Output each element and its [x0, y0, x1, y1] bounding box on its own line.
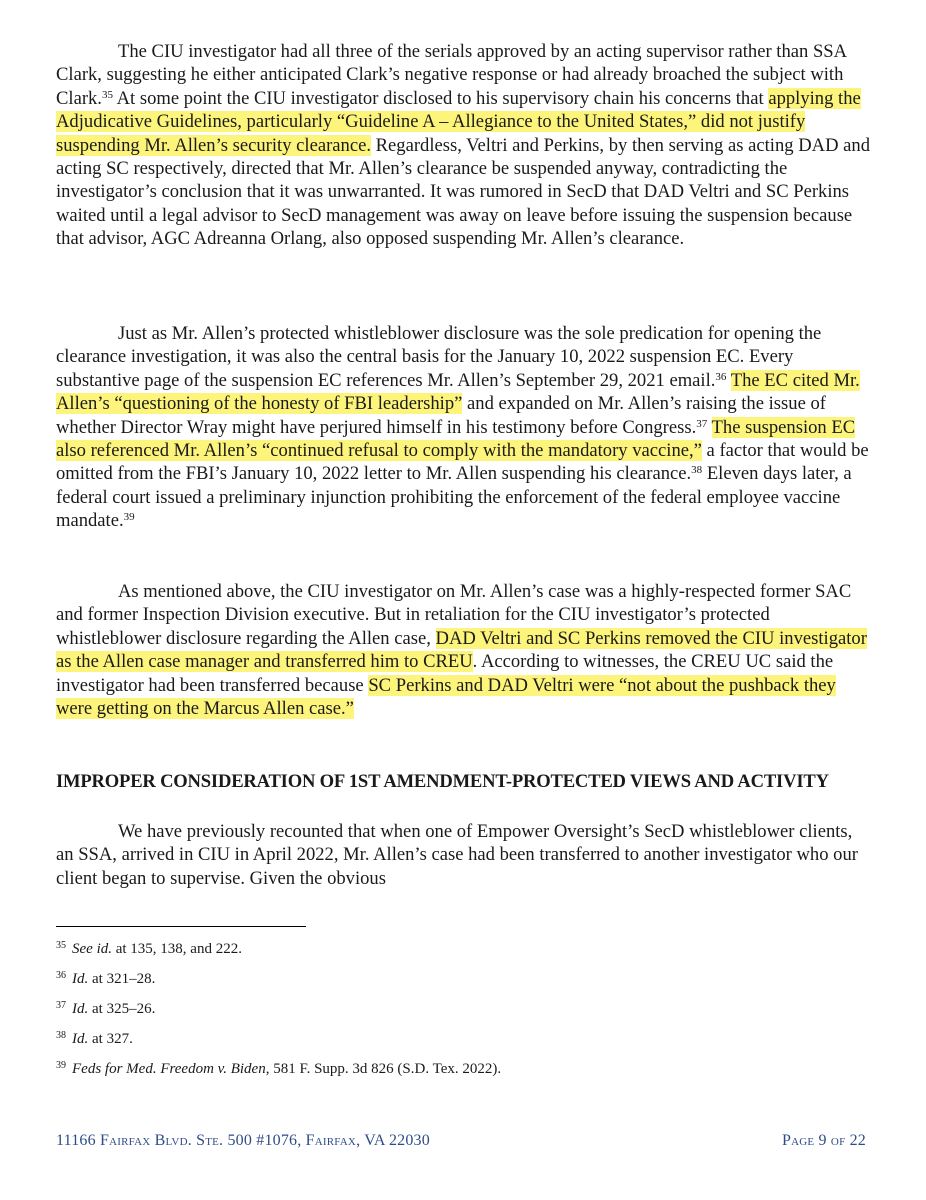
- footnote-37: [56, 996, 155, 1019]
- footnote-ref-37: 37: [696, 417, 708, 430]
- body-paragraph-1: [56, 40, 874, 251]
- footnote-text: at 321–28.: [88, 971, 156, 987]
- paragraph-text: Regardless, Veltri and Perkins, by then serving as acting DAD and acting SC respectively, directed that Mr. Allen’s clearance be suspended anyway, contradicting the investigator’s conclusion that it was unwarranted. It was rumored in SecD that DAD Veltri and SC Perkins waited until a legal advisor to SecD management was away on leave before issuing the suspension because that advisor, AGC Adreanna Orlang, also opposed suspending Mr. Allen’s clearance.: [56, 134, 870, 250]
- footnote-38: [56, 1026, 133, 1049]
- footnote-ref-36: 36: [715, 370, 727, 383]
- footer-address: 11166 Fairfax Blvd. Ste. 500 #1076, Fairfax, VA 22030: [56, 1132, 430, 1149]
- paragraph-text: a factor that would be omitted from the FBI’s January 10, 2022 letter to Mr. Allen suspending his clearance.: [56, 440, 869, 485]
- paragraph-text: Eleven days later, a federal court issued a preliminary injunction prohibiting the enforcement of the federal employee vaccine mandate.: [56, 463, 852, 532]
- paragraph-text: The CIU investigator had all three of the serials approved by an acting supervisor rather than SSA Clark, suggesting he either anticipated Clark’s negative response or had already broached the subject with Clark.: [56, 41, 847, 109]
- footnote-citation: Id.: [72, 971, 89, 987]
- paragraph-text: and expanded on Mr. Allen’s raising the issue of whether Director Wray might have perjured himself in his testimony before Congress.: [56, 393, 826, 438]
- footnote-number: 36: [56, 970, 66, 981]
- body-paragraph-2: [56, 322, 874, 533]
- footnote-ref-39: 39: [123, 511, 135, 524]
- footnote-citation: Id.: [72, 1031, 89, 1047]
- highlighted-text: DAD Veltri and SC Perkins removed the CIU investigator as the Allen case manager and transferred him to CREU: [56, 627, 867, 673]
- footnote-ref-38: 38: [691, 464, 703, 477]
- footnote-citation: Id.: [72, 1001, 89, 1017]
- paragraph-text: Just as Mr. Allen’s protected whistleblower disclosure was the sole predication for opening the clearance investigation, it was also the central basis for the January 10, 2022 suspension EC. Every substantive page of the suspension EC references Mr. Allen’s September 29, 2021 email.: [56, 323, 822, 391]
- footnote-ref-35: 35: [101, 88, 113, 101]
- footnote-citation: See id.: [72, 941, 112, 957]
- footnote-number: 35: [56, 940, 66, 951]
- paragraph-text: . According to witnesses, the CREU UC said the investigator had been transferred because: [56, 651, 834, 696]
- paragraph-text: As mentioned above, the CIU investigator on Mr. Allen’s case was a highly-respected former SAC and former Inspection Division executive. But in retaliation for the CIU investigator’s protected whistleblower disclosure regarding the Allen case,: [56, 581, 852, 649]
- footnote-number: 39: [56, 1060, 66, 1071]
- footnote-text: at 325–26.: [88, 1001, 156, 1017]
- body-paragraph-4: [56, 820, 874, 890]
- footer-page-number: Page 9 of 22: [782, 1132, 866, 1149]
- footnote-36: [56, 966, 155, 989]
- highlighted-text: applying the Adjudicative Guidelines, particularly “Guideline A – Allegiance to the United States,” did not justify suspending Mr. Allen’s security clearance.: [56, 87, 861, 156]
- section-heading: IMPROPER CONSIDERATION OF 1ST AMENDMENT-PROTECTED VIEWS AND ACTIVITY: [56, 771, 829, 792]
- footnote-text: at 327.: [88, 1031, 133, 1047]
- highlighted-text: The EC cited Mr. Allen’s “questioning of the honesty of FBI leadership”: [56, 369, 860, 415]
- footnote-citation: Feds for Med. Freedom v. Biden: [72, 1061, 266, 1077]
- paragraph-text: We have previously recounted that when one of Empower Oversight’s SecD whistleblower clients, an SSA, arrived in CIU in April 2022, Mr. Allen’s case had been transferred to another investigator who our client began to supervise. Given the obvious: [56, 821, 858, 889]
- paragraph-text: At some point the CIU investigator disclosed to his supervisory chain his concerns that: [112, 87, 769, 109]
- paragraph-text: [707, 417, 711, 438]
- footnote-text: , 581 F. Supp. 3d 826 (S.D. Tex. 2022).: [265, 1061, 502, 1077]
- footnote-35: [56, 936, 242, 959]
- footnote-divider: [56, 926, 306, 927]
- footnote-text: at 135, 138, and 222.: [111, 941, 242, 957]
- footnote-number: 37: [56, 1000, 66, 1011]
- highlighted-text: SC Perkins and DAD Veltri were “not about the pushback they were getting on the Marcus Allen case.”: [56, 674, 836, 720]
- footnote-39: [56, 1056, 501, 1079]
- footnote-number: 38: [56, 1030, 66, 1041]
- highlighted-text: The suspension EC also referenced Mr. Allen’s “continued refusal to comply with the mandatory vaccine,”: [56, 416, 856, 462]
- body-paragraph-3: [56, 580, 874, 720]
